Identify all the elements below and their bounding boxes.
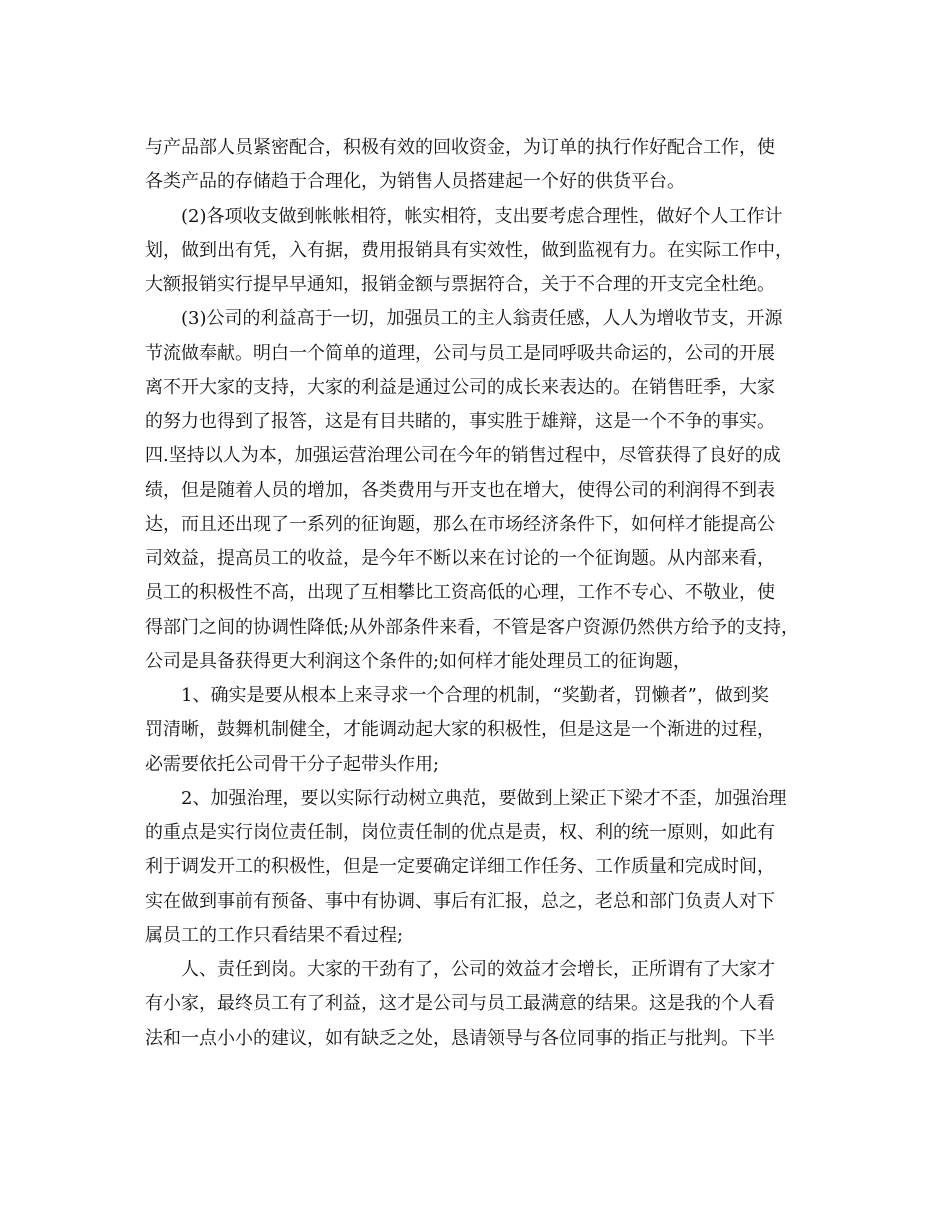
text-line: 得部门之间的协调性降低;从外部条件来看，不管是客户资源仍然供方给予的支持， [145,616,800,638]
text-line: 的重点是实行岗位责任制，岗位责任制的优点是责，权、利的统一原则，如此有 [145,822,775,843]
text-line: 1、确实是要从根本上来寻求一个合理的机制，“奖勤者，罚懒者”，做到奖 [181,685,769,706]
text-line: 司效益，提高员工的收益，是今年不断以来在讨论的一个征询题。从内部来看， [145,548,775,569]
text-line: 员工的积极性不高，出现了互相攀比工资高低的心理，工作不专心、不敬业，使 [145,582,775,604]
text-line: 罚清晰，鼓舞机制健全，才能调动起大家的积极性，但是这是一个渐进的过程， [145,719,775,741]
text-line: 大额报销实行提早早通知，报销金额与票据符合，关于不合理的开支完全杜绝。 [145,274,775,295]
text-line: 2、加强治理，要以实际行动树立典范，要做到上梁正下梁才不歪，加强治理 [181,787,787,809]
text-line: 四.坚持以人为本，加强运营治理公司在今年的销售过程中，尽管获得了良好的成 [145,445,781,467]
text-line: 达，而且还出现了一系列的征询题，那么在市场经济条件下，如何样才能提高公 [145,513,775,535]
text-line: 必需要依托公司骨干分子起带头作用; [145,753,440,775]
text-line: 公司是具备获得更大利润这个条件的;如何样才能处理员工的征询题， [145,650,692,672]
text-line: 属员工的工作只看结果不看过程; [145,924,404,946]
text-line: 利于调发开工的积极性，但是一定要确定详细工作任务、工作质量和完成时间， [145,856,775,878]
text-line: 与产品部人员紧密配合，积极有效的回收资金，为订单的执行作好配合工作，使 [145,137,775,158]
text-line: 绩，但是随着人员的增加，各类费用与开支也在增大，使得公司的利润得不到表 [145,479,775,501]
text-line: (2)各项收支做到帐帐相符，帐实相符，支出要考虑合理性，做好个人工作计 [181,205,783,227]
text-line: 实在做到事前有预备、事中有协调、事后有汇报，总之，老总和部门负责人对下 [145,890,775,912]
text-line: (3)公司的利益高于一切，加强员工的主人翁责任感，人人为增收节支，开源 [181,308,783,330]
text-line: 节流做奉献。明白一个简单的道理，公司与员工是同呼吸共命运的，公司的开展 [145,342,775,364]
text-line: 各类产品的存储趋于合理化，为销售人员搭建起一个好的供货平台。 [145,171,685,193]
text-line: 人、责任到岗。大家的干劲有了，公司的效益才会增长，正所谓有了大家才 [181,959,775,980]
text-line: 有小家，最终员工有了利益，这才是公司与员工最满意的结果。这是我的个人看 [145,993,775,1015]
text-line: 的努力也得到了报答，这是有目共睹的，事实胜于雄辩，这是一个不争的事实。 [145,411,775,432]
text-line: 离不开大家的支持，大家的利益是通过公司的成长来表达的。在销售旺季，大家 [145,376,775,398]
text-line: 法和一点小小的建议，如有缺乏之处，恳请领导与各位同事的指正与批判。下半 [145,1027,775,1049]
body-text [145,131,825,1056]
text-line: 划，做到出有凭，入有据，费用报销具有实效性，做到监视有力。在实际工作中， [145,239,793,261]
